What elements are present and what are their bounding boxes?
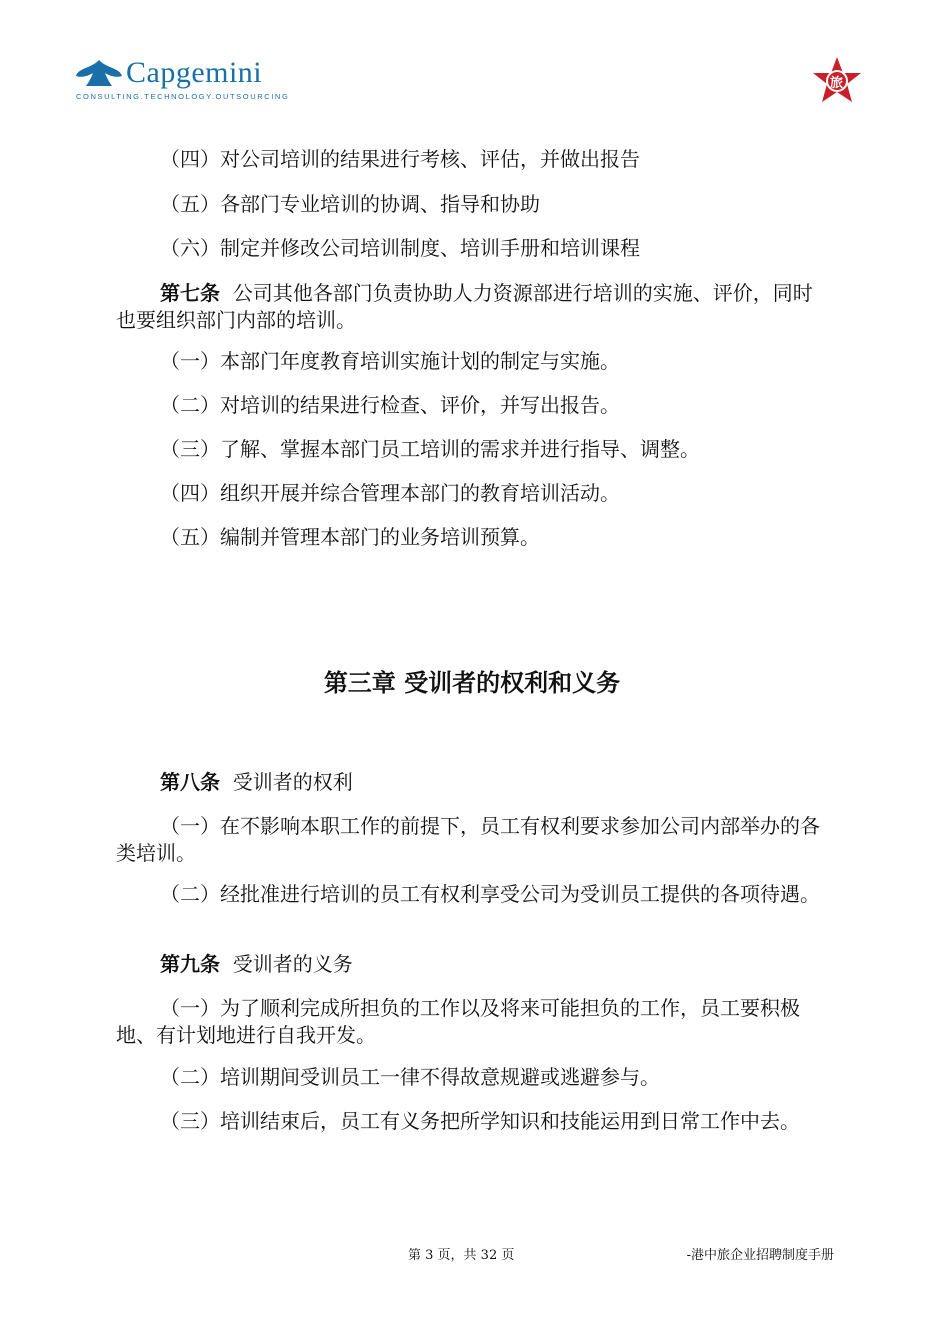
logo-tagline: CONSULTING.TECHNOLOGY.OUTSOURCING [76, 92, 290, 101]
spade-icon [74, 56, 124, 92]
article-8 [116, 769, 828, 796]
emblem-text: 旅 [830, 76, 844, 91]
article-7 [116, 280, 828, 334]
list-item: （一）本部门年度教育培训实施计划的制定与实施。 [160, 349, 620, 373]
page-number: 第 3 页，共 32 页 [408, 1248, 515, 1263]
list-item: （四）对公司培训的结果进行考核、评估，并做出报告 [160, 147, 640, 171]
list-item: （三）培训结束后，员工有义务把所学知识和技能运用到日常工作中去。 [160, 1109, 800, 1133]
chapter-title: 第三章 受训者的权利和义务 [323, 668, 621, 697]
company-emblem-icon [810, 55, 864, 109]
article-text: 受训者的义务 [232, 952, 353, 976]
article-label: 第七条 [160, 281, 220, 305]
list-item: （二）培训期间受训员工一律不得故意规避或逃避参与。 [160, 1065, 660, 1089]
list-item: （二）对培训的结果进行检查、评价，并写出报告。 [160, 393, 620, 417]
list-item: （一）为了顺利完成所担负的工作以及将来可能担负的工作，员工要积极地、有计划地进行自我开发。 [116, 996, 800, 1047]
capgemini-logo [74, 52, 290, 104]
list-item: （六）制定并修改公司培训制度、培训手册和培训课程 [160, 236, 640, 260]
article-text: 受训者的权利 [232, 770, 353, 794]
list-item: （三）了解、掌握本部门员工培训的需求并进行指导、调整。 [160, 437, 700, 461]
logo-wordmark: Capgemini [126, 56, 263, 89]
article-label: 第八条 [160, 770, 220, 794]
article-text: 公司其他各部门负责协助人力资源部进行培训的实施、评价，同时也要组织部门内部的培训。 [116, 281, 813, 332]
footer-doc-title: -港中旅企业招聘制度手册 [686, 1248, 834, 1263]
list-item: （二）经批准进行培训的员工有权利享受公司为受训员工提供的各项待遇。 [160, 882, 820, 906]
list-item: （五）编制并管理本部门的业务培训预算。 [160, 525, 540, 549]
page-header [0, 0, 950, 120]
list-item: （五）各部门专业培训的协调、指导和协助 [160, 192, 540, 216]
article-9 [116, 951, 828, 978]
article-label: 第九条 [160, 952, 220, 976]
list-item: （四）组织开展并综合管理本部门的教育培训活动。 [160, 481, 620, 505]
list-item: （一）在不影响本职工作的前提下，员工有权利要求参加公司内部举办的各类培训。 [116, 814, 820, 865]
